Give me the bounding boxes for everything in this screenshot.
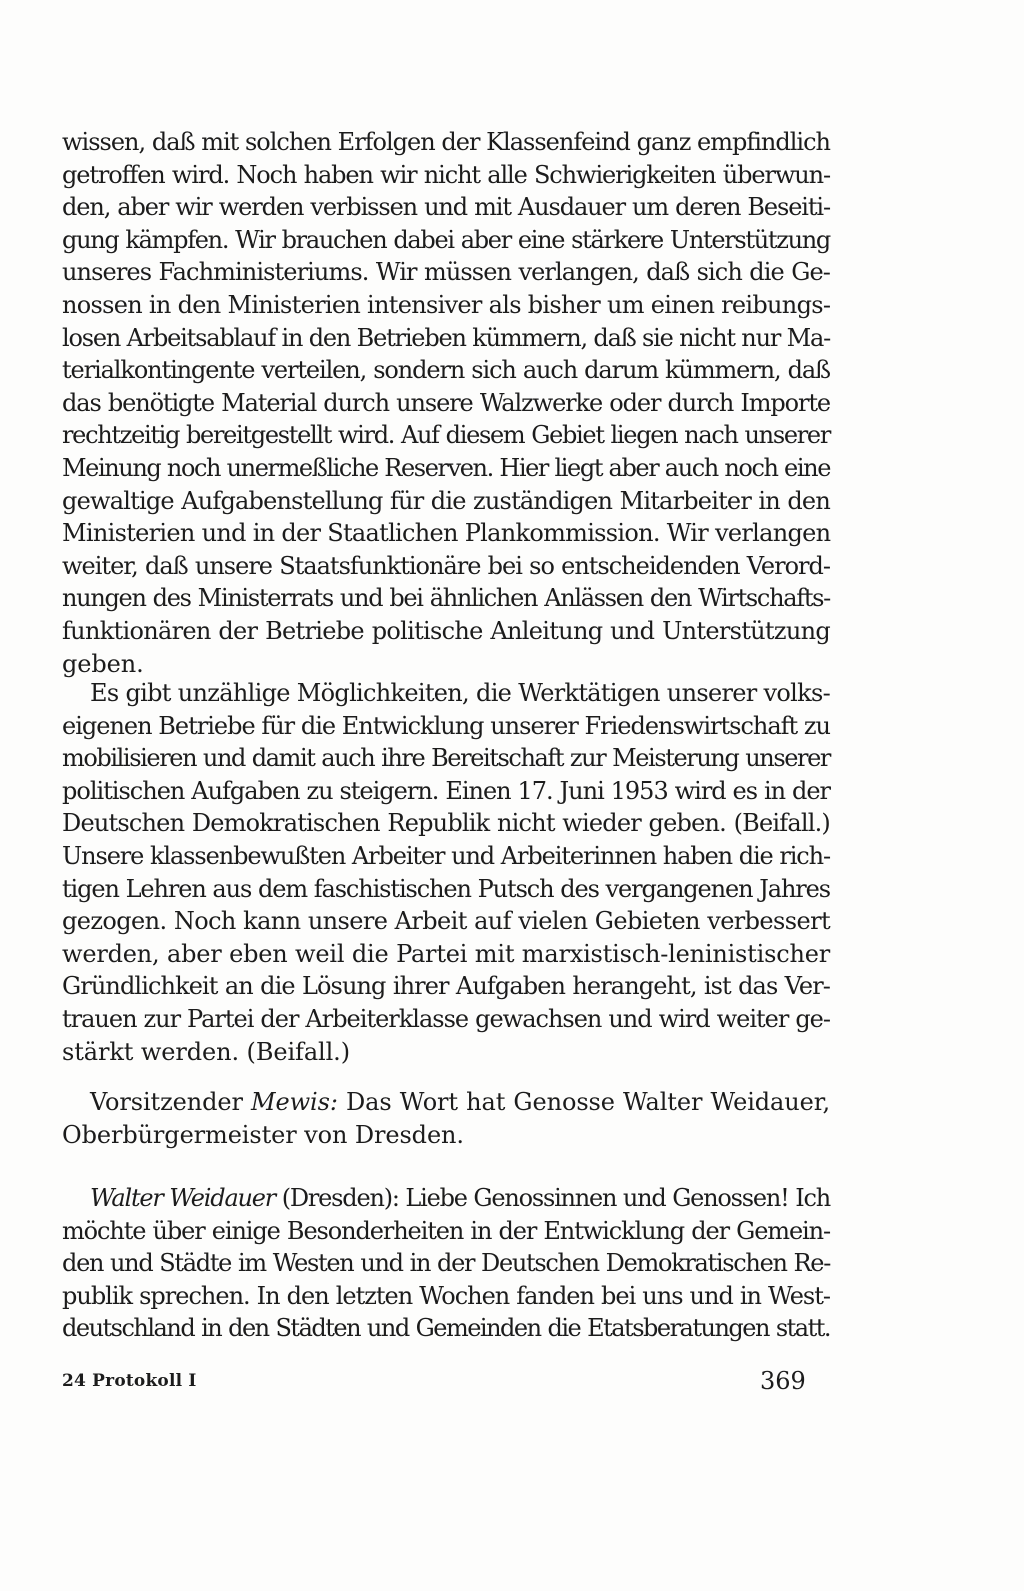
text-line: geben. (62, 649, 144, 678)
text-line: tigen Lehren aus dem faschistischen Putsch des vergangenen Jahres (62, 874, 830, 903)
text-line: Ministerien und in der Staatlichen Plankommission. Wir verlangen (62, 519, 831, 548)
text-line: mobilisieren und damit auch ihre Bereitschaft zur Meisterung unserer (62, 744, 830, 773)
text-line: gewaltige Aufgabenstellung für die zuständigen Mitarbeiter in den (62, 486, 830, 515)
text-line: unseres Fachministeriums. Wir müssen verlangen, daß sich die Ge- (62, 258, 830, 287)
page-number: 369 (760, 1367, 806, 1395)
text-line: weiter, daß unsere Staatsfunktionäre bei so entscheidenden Verord- (62, 551, 830, 580)
text-line: terialkontingente verteilen, sondern sich auch darum kümmern, daß (62, 356, 830, 385)
text-line: getroffen wird. Noch haben wir nicht alle Schwierigkeiten überwun- (62, 160, 830, 189)
speaker-name: Walter Weidauer (90, 1184, 276, 1212)
text-line: den, aber wir werden verbissen und mit Ausdauer um deren Beseiti- (62, 193, 830, 222)
paragraph-chair-remark (62, 1086, 830, 1151)
text-line: eigenen Betriebe für die Entwicklung unserer Friedenswirtschaft zu (62, 711, 830, 740)
speaker-name: Mewis: (251, 1088, 338, 1116)
text-line: Oberbürgermeister von Dresden. (62, 1120, 464, 1149)
text-line: trauen zur Partei der Arbeiterklasse gewachsen und wird weiter ge- (62, 1004, 830, 1033)
text-run: Das Wort hat Genosse Walter Weidauer, (337, 1088, 830, 1116)
text-line: Deutschen Demokratischen Republik nicht wieder geben. (Beifall.) (62, 809, 830, 838)
text-line: Unsere klassenbewußten Arbeiter und Arbeiterinnen haben die rich- (62, 841, 830, 870)
text-line: stärkt werden. (Beifall.) (62, 1037, 350, 1066)
chair-label: Vorsitzender (90, 1088, 252, 1116)
text-line: Es gibt unzählige Möglichkeiten, die Werktätigen unserer volks- (90, 679, 830, 707)
text-line (62, 1182, 830, 1215)
text-line: publik sprechen. In den letzten Wochen fanden bei uns und in West- (62, 1281, 830, 1310)
printer-signature: 24 Protokoll I (62, 1371, 197, 1391)
text-line: das benötigte Material durch unsere Walzwerke oder durch Importe (62, 388, 830, 417)
text-line: funktionären der Betriebe politische Anleitung und Unterstützung (62, 616, 830, 645)
text-line: politischen Aufgaben zu steigern. Einen 17. Juni 1953 wird es in der (62, 776, 830, 805)
text-line: wissen, daß mit solchen Erfolgen der Klassenfeind ganz empfindlich (62, 128, 830, 156)
text-line: nungen des Ministerrats und bei ähnlichen Anlässen den Wirtschafts- (62, 584, 830, 613)
text-line: Gründlichkeit an die Lösung ihrer Aufgaben herangeht, ist das Ver- (62, 972, 830, 1001)
text-line: deutschland in den Städten und Gemeinden die Etatsberatungen statt. (62, 1314, 830, 1343)
paragraph-1 (62, 126, 830, 680)
text-run: (Dresden): Liebe Genossinnen und Genossen! Ich (275, 1184, 830, 1212)
text-line: möchte über einige Besonderheiten in der Entwicklung der Gemein- (62, 1216, 830, 1245)
paragraph-speech-start (62, 1182, 830, 1345)
text-line: Meinung noch unermeßliche Reserven. Hier liegt aber auch noch eine (62, 453, 830, 482)
text-line (62, 1086, 830, 1119)
text-line: gung kämpfen. Wir brauchen dabei aber eine stärkere Unterstützung (62, 225, 830, 254)
text-line: den und Städte im Westen und in der Deutschen Demokratischen Re- (62, 1249, 830, 1278)
text-line: losen Arbeitsablauf in den Betrieben kümmern, daß sie nicht nur Ma- (62, 323, 830, 352)
text-line: gezogen. Noch kann unsere Arbeit auf vielen Gebieten verbessert (62, 907, 830, 936)
text-line: rechtzeitig bereitgestellt wird. Auf diesem Gebiet liegen nach unserer (62, 421, 830, 450)
paragraph-2 (62, 677, 830, 1068)
text-line: werden, aber eben weil die Partei mit marxistisch-leninistischer (62, 939, 830, 968)
text-line: nossen in den Ministerien intensiver als bisher um einen reibungs- (62, 290, 831, 319)
